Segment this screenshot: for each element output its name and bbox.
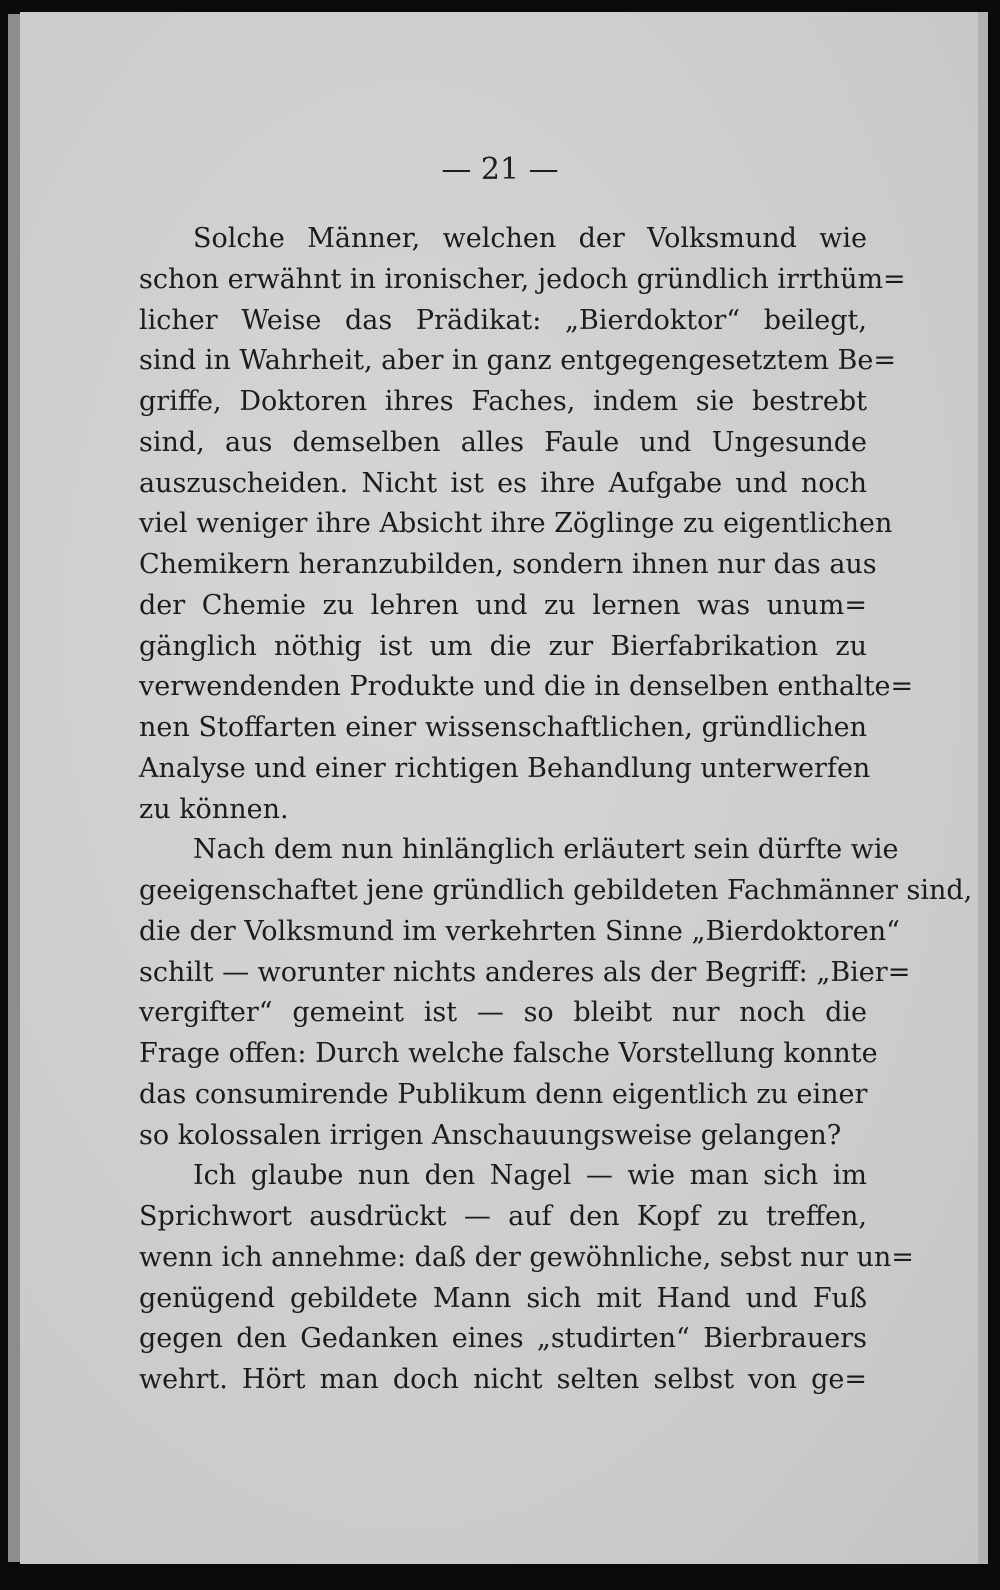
- text-line: sind in Wahrheit, aber in ganz entgegengesetztem Be=: [139, 345, 896, 377]
- text-line: das consumirende Publikum denn eigentlich zu einer: [139, 1078, 868, 1110]
- body-text: [139, 219, 973, 1401]
- text-line: Solche Männer, welchen der Volksmund wie: [193, 223, 867, 254]
- text-line: so kolossalen irrigen Anschauungsweise gelangen?: [139, 1119, 842, 1151]
- right-page-edge: [978, 12, 988, 1564]
- page-number: — 21 —: [441, 152, 559, 187]
- text-line: zu können.: [139, 793, 289, 825]
- text-line: Ich glaube nun den Nagel — wie man sich im: [193, 1160, 867, 1192]
- text-line: der Chemie zu lehren und zu lernen was unum=: [139, 589, 867, 621]
- text-line: gegen den Gedanken eines „studirten“ Bierbrauers: [139, 1323, 867, 1355]
- text-line: licher Weise das Prädikat: „Bierdoktor“ beilegt,: [139, 304, 867, 336]
- text-line: nen Stoffarten einer wissenschaftlichen, gründlichen: [139, 712, 867, 743]
- text-line: viel weniger ihre Absicht ihre Zöglinge zu eigentlichen: [139, 508, 893, 540]
- text-line: verwendenden Produkte und die in denselben enthalte=: [139, 671, 914, 703]
- text-line: die der Volksmund im verkehrten Sinne „Bierdoktoren“: [139, 915, 900, 947]
- text-line: Frage offen: Durch welche falsche Vorstellung konnte: [139, 1038, 878, 1069]
- text-line: auszuscheiden. Nicht ist es ihre Aufgabe und noch: [139, 467, 867, 499]
- text-line: wehrt. Hört man doch nicht selten selbst von ge=: [139, 1364, 867, 1395]
- text-line: gänglich nöthig ist um die zur Bierfabrikation zu: [139, 630, 867, 662]
- text-line: Analyse und einer richtigen Behandlung unterwerfen: [139, 752, 871, 784]
- text-line: geeigenschaftet jene gründlich gebildeten Fachmänner sind,: [139, 875, 973, 906]
- text-line: griffe, Doktoren ihres Faches, indem sie bestrebt: [139, 386, 867, 417]
- text-line: wenn ich annehme: daß der gewöhnliche, sebst nur un=: [139, 1241, 914, 1273]
- text-line: schilt — worunter nichts anderes als der Begriff: „Bier=: [139, 956, 911, 988]
- text-line: schon erwähnt in ironischer, jedoch gründlich irrthüm=: [139, 263, 906, 295]
- text-line: vergifter“ gemeint ist — so bleibt nur noch die: [139, 997, 867, 1029]
- text-line: Sprichwort ausdrückt — auf den Kopf zu treffen,: [139, 1201, 867, 1232]
- text-line: Nach dem nun hinlänglich erläutert sein dürfte wie: [193, 834, 899, 866]
- text-line: sind, aus demselben alles Faule und Ungesunde: [139, 426, 867, 458]
- text-line: Chemikern heranzubilden, sondern ihnen nur das aus: [139, 549, 877, 580]
- text-line: genügend gebildete Mann sich mit Hand und Fuß: [139, 1282, 867, 1314]
